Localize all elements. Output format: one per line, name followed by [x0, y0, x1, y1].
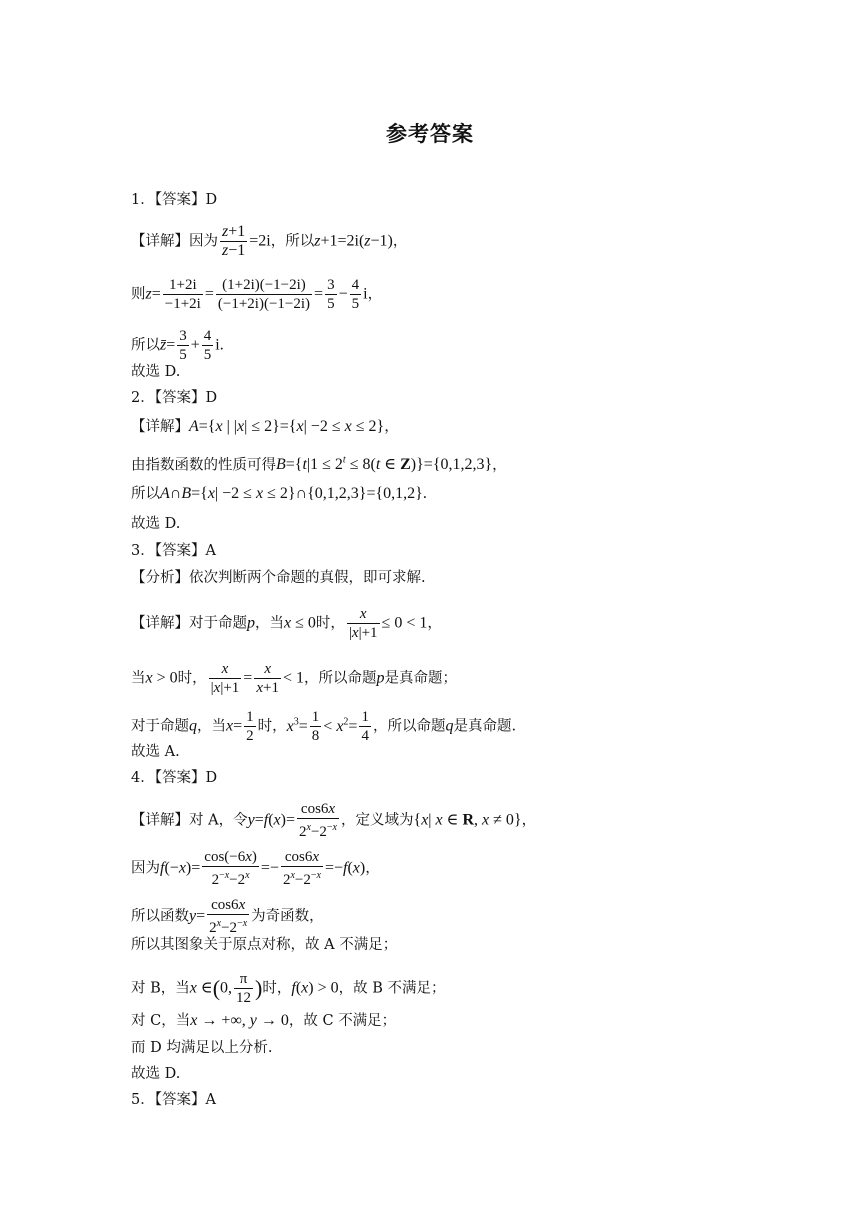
q1-answer: 1．【答案】D [131, 192, 218, 208]
q2-conclusion: 故选 D. [131, 516, 181, 532]
q1-detail: 【详解】因为 $\frac{z+1}{z-1}$ =2i，所以z+1=2i(z−1)， [131, 223, 408, 259]
q1-line3: 所以z̄= $\frac{3}{5}$ + $\frac{4}{5}$ i. [131, 328, 224, 363]
q2-answer: 2．【答案】D [131, 390, 218, 406]
q3-analysis: 【分析】依次判断两个命题的真假，即可求解. [131, 570, 426, 586]
q1-conclusion: 故选 D. [131, 364, 181, 380]
q3-answer: 3．【答案】A [131, 543, 216, 559]
q2-detail: 【详解】A={x | |x| ≤ 2}={x| −2 ≤ x ≤ 2}， [131, 418, 399, 435]
q4-line4: 所以其图象关于原点对称，故 A 不满足； [131, 937, 398, 953]
q2-line2: 由指数函数的性质可得$B=\{t|1 \le 2^t \le 8(t$ ∈ Z)}={0,1,2,3}， [131, 455, 507, 474]
q3-line3: 对于命题q，当x= $\frac{1}{2}$ 时，$x^3=$ $\frac{1}{8}$ < $x^2=$ $\frac{1}{4}$ ，所以命题q是真命题. [131, 709, 517, 744]
q4-line3: 所以函数y= $\frac{\cos 6x}{2^x-2^{-x}}$ 为奇函数， [131, 897, 324, 936]
q4-conclusion: 故选 D. [131, 1066, 181, 1082]
q1-line2: 则z= $\frac{1+2i}{-1+2i}$ = $\frac{(1+2i)(-1-2i)}{(-1+2i)(-1-2i)}$ = $\frac{3}{5}$ − $\frac{4}{5}$ i， [131, 277, 383, 312]
q4-line6: 对 C，当x → +∞, y → 0，故 C 不满足； [131, 1012, 397, 1029]
q4-answer: 4．【答案】D [131, 770, 218, 786]
q4-line5: 对 B，当x ∈(0, $\frac{\pi}{12}$ )时，f(x) > 0，故 B 不满足； [131, 971, 446, 1006]
page-title: 参考答案 [386, 122, 474, 146]
q3-line2: 当x > 0时， $\frac{x}{|x|+1}$ = $\frac{x}{x+1}$ < 1，所以命题p是真命题； [131, 661, 457, 696]
q3-detail: 【详解】对于命题p，当x ≤ 0时， $\frac{x}{|x|+1}$ ≤ 0 < 1， [131, 606, 442, 641]
q3-conclusion: 故选 A. [131, 744, 180, 760]
q2-line3: 所以A∩B={x| −2 ≤ x ≤ 2}∩{0,1,2,3}={0,1,2}. [131, 485, 427, 502]
q4-line7: 而 D 均满足以上分析. [131, 1040, 273, 1056]
q5-answer: 5．【答案】A [131, 1092, 216, 1108]
q4-line2: 因为f(−x)= $\frac{\cos(-6x)}{2^{-x}-2^x}$ =− $\frac{\cos 6x}{2^x-2^{-x}}$ =−f(x)， [131, 849, 380, 888]
q4-detail: 【详解】对 A，令y=f(x)= $\frac{\cos 6x}{2^x-2^{-x}}$ ，定义域为{x| x ∈ R, x ≠ 0}， [131, 801, 537, 840]
